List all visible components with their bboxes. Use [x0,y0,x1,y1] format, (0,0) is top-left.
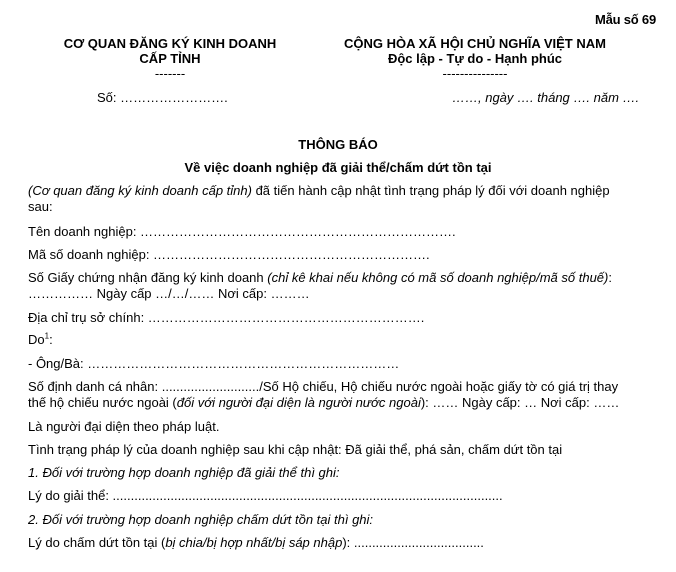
by-colon: : [49,332,53,347]
case-dissolved-heading: 1. Đối với trường hợp doanh nghiệp đã giải thể thì ghi: [28,465,340,480]
document-subtitle: Về việc doanh nghiệp đã giải thể/chấm dứt tồn tại [184,160,492,175]
termination-label: Lý do chấm dứt tồn tại ( [28,535,166,550]
termination-options: bị chia/bị hợp nhất/bị sáp nhập [165,535,343,550]
document-date: ……, ngày …. tháng …. năm …. [452,90,640,105]
termination-tail: ): .................................... [342,535,484,550]
certificate-details: …………… Ngày cấp …/…/…… Nơi cấp: ……… [28,286,310,301]
id-line-2 [28,395,619,410]
agency-divider: ------- [154,66,186,81]
case-terminated-heading: 2. Đối với trường hợp doanh nghiệp chấm dứt tồn tại thì ghi: [28,512,374,527]
document-title: THÔNG BÁO [298,137,378,152]
id-line-2-tail: ): …… Ngày cấp: … Nơi cấp: …… [420,395,620,410]
company-code-field: Mã số doanh nghiệp: ………………………………………………………. [28,247,430,262]
intro-line-2: sau: [28,199,53,214]
document-number: Số: ……………………. [97,90,228,105]
certificate-line [28,270,612,285]
legal-representative-note: Là người đại diện theo pháp luật. [28,419,220,434]
certificate-label: Số Giấy chứng nhận đăng ký kinh doanh [28,270,268,285]
certificate-colon: : [608,270,612,285]
intro-text: đã tiến hành cập nhật tình trạng pháp lý đối với doanh nghiệp [251,183,610,198]
by-label: Do [28,332,45,347]
intro-line [28,183,610,198]
representative-intro [28,332,53,347]
dissolution-reason-field: Lý do giải thể: ............................................................................................................ [28,488,503,503]
legal-status-line: Tình trạng pháp lý của doanh nghiệp sau khi cập nhật: Đã giải thể, phá sản, chấm dứt tồn tại [28,442,563,457]
id-line-2-note: đối với người đại diện là người nước ngoài [176,395,421,410]
company-name-field: Tên doanh nghiệp: ………………………………………………………………. [28,224,456,239]
agency-level: CẤP TỈNH [139,51,201,66]
footnote-marker: 1 [44,331,50,341]
termination-reason-field [28,535,484,550]
motto-divider: --------------- [442,66,508,81]
republic-title: CỘNG HÒA XÃ HỘI CHỦ NGHĨA VIỆT NAM [344,36,606,51]
national-motto: Độc lập - Tự do - Hạnh phúc [387,51,563,66]
person-field: - Ông/Bà: ……………………………………………………………… [28,356,400,371]
id-line-2-lead: thế hộ chiếu nước ngoài ( [28,395,177,410]
certificate-note: (chỉ kê khai nếu không có mã số doanh nghiệp/mã số thuế) [267,270,609,285]
address-field: Địa chỉ trụ sở chính: ………………………………………………………. [28,310,425,325]
id-line-1: Số định danh cá nhân: .........................../Số Hộ chiếu, Hộ chiếu nước ngoài hoặc giấy tờ có giá trị thay [28,379,619,394]
form-number: Mẫu số 69 [594,12,656,27]
intro-agency: (Cơ quan đăng ký kinh doanh cấp tỉnh) [28,183,252,198]
agency-name: CƠ QUAN ĐĂNG KÝ KINH DOANH [63,36,277,51]
